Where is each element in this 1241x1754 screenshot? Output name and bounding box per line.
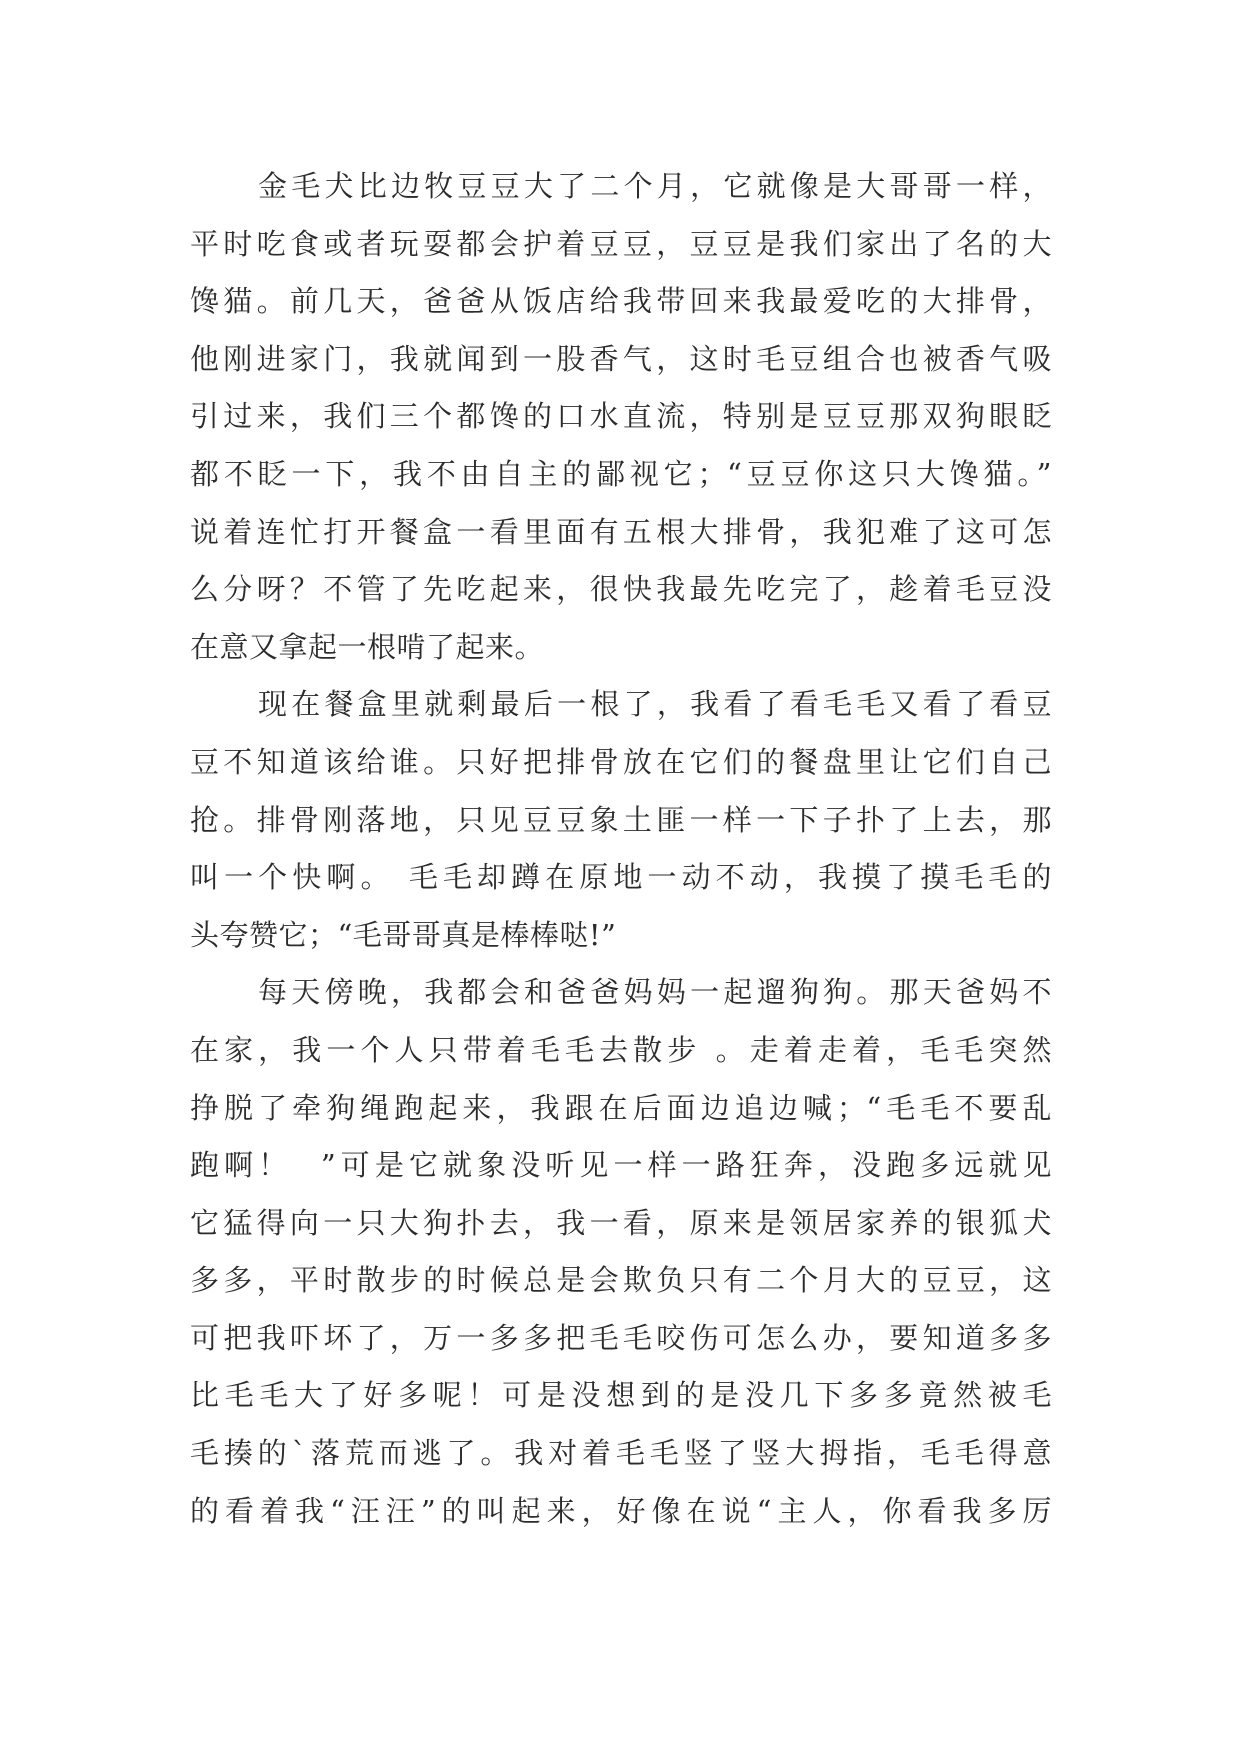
text-line: 可把我吓坏了，万一多多把毛毛咬伤可怎么办，要知道多多 <box>190 1320 1052 1355</box>
text-line: 么分呀？不管了先吃起来，很快我最先吃完了，趁着毛豆没 <box>190 572 1052 607</box>
text-line: 头夸赞它；“毛哥哥真是棒棒哒!” <box>190 917 617 952</box>
text-line: 跑啊！ ”可是它就象没听见一样一路狂奔，没跑多远就见 <box>190 1148 1052 1183</box>
text-line: 每天傍晚，我都会和爸爸妈妈一起遛狗狗。那天爸妈不 <box>258 975 1052 1010</box>
text-line: 都不眨一下，我不由自主的鄙视它；“豆豆你这只大馋猫。” <box>190 456 1052 491</box>
text-line: 豆不知道该给谁。只好把排骨放在它们的餐盘里让它们自己 <box>190 744 1052 779</box>
text-line: 金毛犬比边牧豆豆大了二个月，它就像是大哥哥一样， <box>258 169 1052 203</box>
text-line: 引过来，我们三个都馋的口水直流，特别是豆豆那双狗眼眨 <box>190 399 1052 434</box>
text-line: 在意又拿起一根啃了起来。 <box>190 629 545 664</box>
text-line: 平时吃食或者玩耍都会护着豆豆，豆豆是我们家出了名的大 <box>190 226 1052 261</box>
text-line: 叫一个快啊。 毛毛却蹲在原地一动不动，我摸了摸毛毛的 <box>190 860 1052 895</box>
text-line: 比毛毛大了好多呢！可是没想到的是没几下多多竟然被毛 <box>190 1378 1052 1413</box>
text-line: 说着连忙打开餐盒一看里面有五根大排骨，我犯难了这可怎 <box>190 514 1052 549</box>
text-line: 馋猫。前几天，爸爸从饭店给我带回来我最爱吃的大排骨， <box>190 284 1052 319</box>
text-line: 挣脱了牵狗绳跑起来，我跟在后面边追边喊；“毛毛不要乱 <box>190 1090 1052 1125</box>
text-line: 它猛得向一只大狗扑去，我一看，原来是领居家养的银狐犬 <box>190 1205 1052 1240</box>
text-line: 在家，我一个人只带着毛毛去散步 。走着走着，毛毛突然 <box>190 1032 1052 1067</box>
text-line: 多多，平时散步的时候总是会欺负只有二个月大的豆豆，这 <box>190 1263 1052 1298</box>
text-line: 的看着我“汪汪”的叫起来，好像在说“主人，你看我多厉 <box>190 1493 1052 1528</box>
text-line: 抢。排骨刚落地，只见豆豆象土匪一样一下子扑了上去，那 <box>190 802 1052 837</box>
text-line: 现在餐盒里就剩最后一根了，我看了看毛毛又看了看豆 <box>258 687 1052 722</box>
document-page <box>190 158 1052 1540</box>
text-line: 他刚进家门，我就闻到一股香气，这时毛豆组合也被香气吸 <box>190 341 1052 376</box>
text-line: 毛揍的`落荒而逃了。我对着毛毛竖了竖大拇指，毛毛得意 <box>190 1436 1052 1471</box>
